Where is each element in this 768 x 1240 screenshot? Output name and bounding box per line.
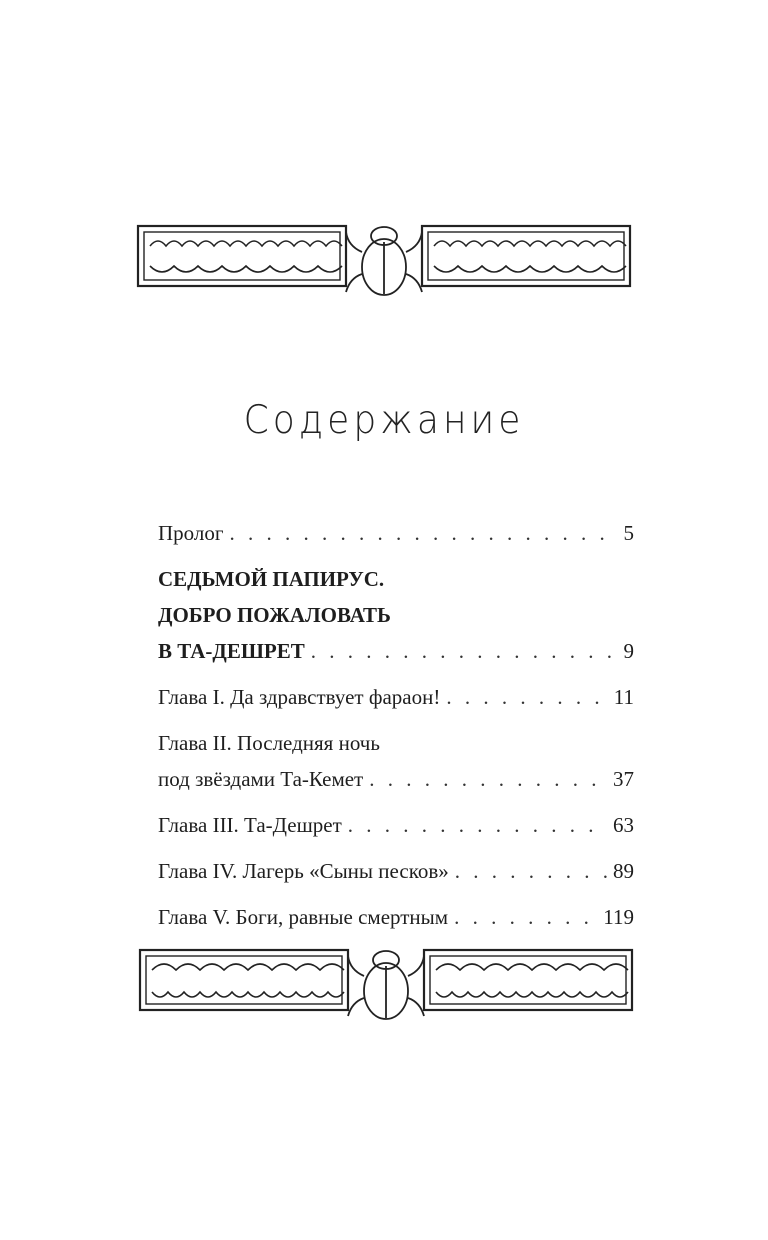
toc-page-number: 9	[623, 639, 634, 663]
toc-page-number: 63	[613, 813, 634, 837]
toc-line	[158, 899, 634, 935]
lotus-row	[434, 241, 626, 272]
toc-page-number: 89	[613, 859, 634, 883]
toc-entry-title: Глава I. Да здравствует фараон!	[158, 685, 441, 709]
toc-entry-title: Глава II. Последняя ночь	[158, 731, 380, 755]
toc-entry-title: Пролог	[158, 521, 224, 545]
toc-line	[158, 597, 634, 633]
toc-line	[158, 807, 634, 843]
scarab-icon	[348, 951, 424, 1019]
toc-entry[interactable]	[158, 725, 634, 797]
dot-leader	[348, 807, 607, 843]
toc-entry-title: Глава IV. Лагерь «Сыны песков»	[158, 859, 449, 883]
toc-line	[158, 761, 634, 797]
left-lotus-frieze	[138, 226, 346, 286]
toc-entry-title: ДОБРО ПОЖАЛОВАТЬ	[158, 603, 391, 627]
toc-entry-title: Глава III. Та-Дешрет	[158, 813, 342, 837]
toc-entry[interactable]	[158, 853, 634, 889]
top-ornament	[0, 212, 768, 312]
toc-page-number: 119	[603, 905, 634, 929]
table-of-contents	[158, 515, 634, 945]
right-lotus-frieze	[424, 950, 632, 1010]
toc-page-number: 37	[613, 767, 634, 791]
toc-entry[interactable]	[158, 679, 634, 715]
dot-leader	[446, 679, 607, 715]
toc-page-number: 5	[623, 521, 634, 545]
page-title: Содержание	[243, 398, 525, 443]
dot-leader	[311, 633, 618, 669]
dot-leader	[229, 515, 617, 551]
toc-line	[158, 853, 634, 889]
toc-entry-title: Глава V. Боги, равные смертным	[158, 905, 449, 929]
lotus-row	[152, 964, 344, 997]
lotus-row	[436, 964, 628, 997]
toc-entry-title: В ТА-ДЕШРЕТ	[158, 639, 305, 663]
toc-entry[interactable]	[158, 807, 634, 843]
right-lotus-frieze	[422, 226, 630, 286]
toc-entry[interactable]	[158, 899, 634, 935]
dot-leader	[455, 853, 607, 889]
toc-page-number: 11	[613, 685, 634, 709]
toc-entry-title: под звёздами Та-Кемет	[158, 767, 364, 791]
left-lotus-frieze	[140, 950, 348, 1010]
toc-line	[158, 633, 634, 669]
toc-line	[158, 515, 634, 551]
toc-line	[158, 561, 634, 597]
toc-line	[158, 679, 634, 715]
lotus-row	[150, 241, 342, 272]
scarab-icon	[346, 227, 422, 295]
bottom-ornament	[0, 936, 768, 1036]
toc-line	[158, 725, 634, 761]
dot-leader	[454, 899, 597, 935]
dot-leader	[369, 761, 607, 797]
toc-entry[interactable]	[158, 515, 634, 551]
toc-entry-title: СЕДЬМОЙ ПАПИРУС.	[158, 567, 385, 591]
toc-entry[interactable]	[158, 561, 634, 669]
